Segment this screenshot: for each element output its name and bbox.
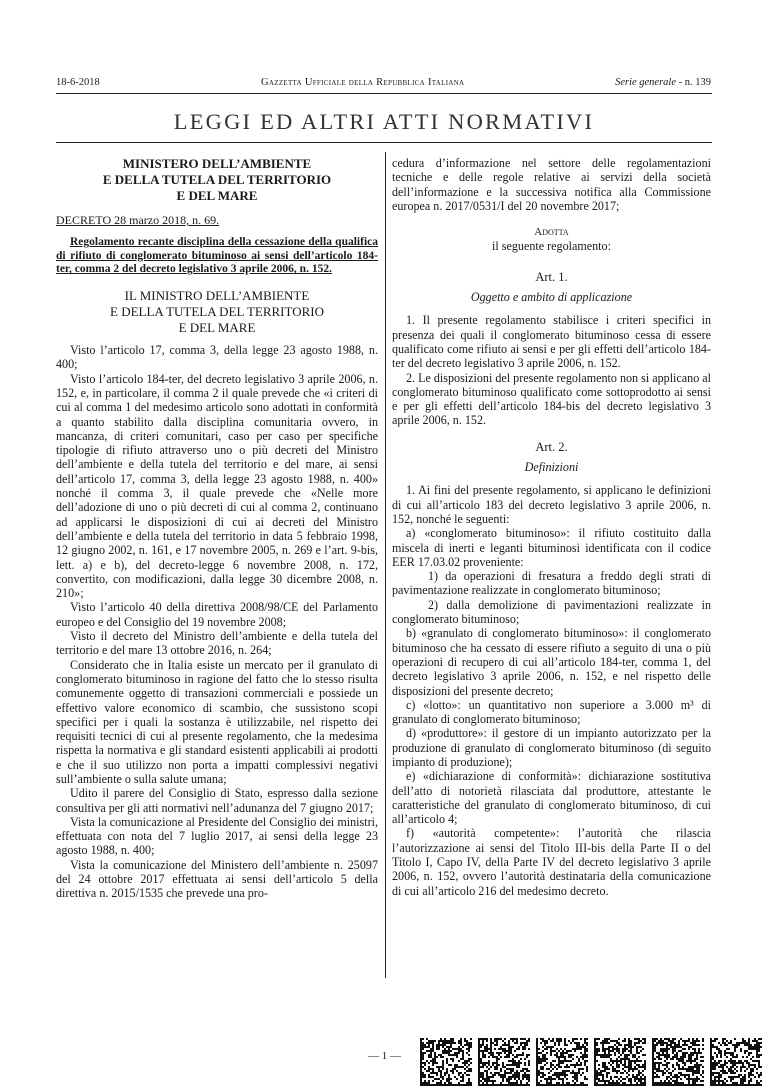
preamble-paragraph: Considerato che in Italia esiste un mercato per il granulato di conglomerato bituminoso in ragione del fatto che lo stesso risulta comunemente oggetto di transazioni commerciali e possiede un effettivo valore economico di scambio, che sussistono scopi specifici per i quali la sostanza è utilizzabile, nel rispetto dei requisiti tecnici di cui al presente regolamento, che la medesima rispetta la normativa e gli standard esistenti applicabili ai prodotti e che il suo utilizzo non porta a impatti complessivi negativi sull’ambiente o sulla salute umana;	[56, 657, 378, 786]
ministry-line: E DELLA TUTELA DEL TERRITORIO	[102, 172, 332, 187]
definition-item: a) «conglomerato bituminoso»: il rifiuto costituito dalla miscela di inerti e leganti bituminosi identificata con il codice EER 17.03.02 proveniente:	[392, 526, 711, 569]
minister-line: E DEL MARE	[178, 320, 256, 336]
left-column	[56, 156, 378, 901]
adopts-subheading: il seguente regolamento:	[492, 239, 611, 254]
adopts-heading: Adotta	[534, 226, 569, 239]
article-1-paragraph: 1. Il presente regolamento stabilisce i criteri specifici in presenza dei quali il conglomerato bituminoso cessa di essere qualificato come rifiuto ai sensi e per gli effetti dell’articolo 184-ter del decreto legislativo 3 aprile 2006, n. 152.	[392, 313, 711, 371]
minister-line: IL MINISTRO DELL’AMBIENTE	[124, 288, 310, 304]
definition-item: b) «granulato di conglomerato bituminoso»: il conglomerato bituminoso che ha cessato di essere rifiuto a seguito di una o più operazioni di recupero di cui all’articolo 184-ter, comma 1, del decreto legislativo 3 aprile 2006, n. 152, e nel rispetto delle disposizioni del presente decreto;	[392, 626, 711, 698]
header-serie-label: Serie generale	[615, 77, 676, 88]
datamatrix-barcode	[418, 1037, 766, 1087]
decree-title: DECRETO 28 marzo 2018, n. 69.	[56, 213, 220, 227]
minister-line: E DELLA TUTELA DEL TERRITORIO	[110, 304, 324, 320]
ministry-heading	[56, 156, 378, 204]
page-header	[56, 77, 711, 91]
definition-subitem: 2) dalla demolizione di pavimentazioni realizzate in conglomerato bituminoso;	[392, 597, 711, 627]
preamble-paragraph: Visto l’articolo 184-ter, del decreto legislativo 3 aprile 2006, n. 152, e, in particolare, il comma 2 il quale prevede che «i criteri di cui al comma 1 del medesimo articolo sono adottati in conformità a quanto stabilito dalla disciplina comunitaria ovvero, in mancanza, di criteri comunitari, caso per caso per specifiche tipologie di rifiuto attraverso uno o più decreti del Ministro dell’ambiente e della tutela del territorio e del mare, ai sensi dell’articolo 17, comma 3, della legge 23 agosto 1988, n. 400» nonché il comma 3, il quale prevede che «Nelle more dell’adozione di uno o più decreti di cui al comma 2, continuano ad applicarsi le disposizioni di cui ai decreti del Ministro dell’ambiente e della tutela del territorio in data 5 febbraio 1998, 12 giugno 2002, n. 161, e 17 novembre 2005, n. 269 e l’art. 9-bis, lett. a) e b), del decreto-legge 6 novembre 2008, n. 172, convertito, con modificazioni, dalla legge 30 dicembre 2008, n. 210»;	[56, 371, 378, 601]
regulation-title: Regolamento recante disciplina della cessazione della qualifica di rifiuto di conglomerato bituminoso ai sensi dell’articolo 184-ter, comma 2 del decreto legislativo 3 aprile 2006, n. 152.	[56, 236, 378, 276]
header-serie-number: - n. 139	[678, 77, 711, 88]
column-separator	[385, 152, 386, 978]
preamble-paragraph: Visto l’articolo 40 della direttiva 2008/98/CE del Parlamento europeo e del Consiglio del 19 novembre 2008;	[56, 600, 378, 629]
header-gazzetta-title: Gazzetta Ufficiale della Repubblica Italiana	[261, 77, 465, 88]
ministry-line: E DEL MARE	[176, 188, 258, 203]
preamble-paragraph: Vista la comunicazione del Ministero dell’ambiente n. 25097 del 24 ottobre 2017 effettuata ai sensi dell’articolo 5 della direttiva n. 2015/1535 che prevede una pro-	[56, 857, 378, 901]
definition-item: e) «dichiarazione di conformità»: dichiarazione sostitutiva dell’atto di notorietà rilasciata dal produttore, attestante le caratteristiche del granulato di conglomerato bituminoso, di cui all’articolo 4;	[392, 769, 711, 827]
article-2-heading: Art. 2.	[535, 439, 568, 454]
continued-paragraph: cedura d’informazione nel settore delle regolamentazioni tecniche e delle regole relative ai servizi della società dell’informazione e la successiva notifica alla Commissione europea n. 2017/0531/I del 20 novembre 2017;	[392, 156, 711, 213]
section-title: LEGGI ED ALTRI ATTI NORMATIVI	[173, 109, 595, 134]
article-2-paragraph: 1. Ai fini del presente regolamento, si applicano le definizioni di cui all’articolo 183 del decreto legislativo 3 aprile 2006, n. 152, nonché le seguenti:	[392, 483, 711, 526]
article-1-title: Oggetto e ambito di applicazione	[470, 290, 633, 305]
preamble-paragraph: Visto il decreto del Ministro dell’ambiente e della tutela del territorio e del mare 13 ottobre 2016, n. 264;	[56, 629, 378, 658]
definition-item: c) «lotto»: un quantitativo non superiore a 3.000 m³ di granulato di conglomerato bituminoso;	[392, 697, 711, 727]
article-2-title: Definizioni	[524, 460, 579, 475]
header-date: 18-6-2018	[56, 77, 100, 88]
header-rule	[56, 93, 712, 94]
article-1-paragraph: 2. Le disposizioni del presente regolamento non si applicano al conglomerato bituminoso qualificato come sottoprodotto ai sensi e per gli effetti dell’articolo 184-bis del decreto legislativo 3 aprile 2006, n. 152.	[392, 370, 711, 428]
preamble-paragraph: Udito il parere del Consiglio di Stato, espresso dalla sezione consultiva per gli atti normativi nell’adunanza del 7 giugno 2017;	[56, 786, 378, 815]
section-rule	[56, 142, 712, 143]
definition-item: d) «produttore»: il gestore di un impianto autorizzato per la produzione di granulato di conglomerato bituminoso (di seguito impianto di produzione);	[392, 726, 711, 769]
article-1-heading: Art. 1.	[535, 269, 568, 284]
preamble-paragraph: Vista la comunicazione al Presidente del Consiglio dei ministri, effettuata con nota del 7 luglio 2017, ai sensi della legge 23 agosto 1988, n. 400;	[56, 814, 378, 858]
definition-item: f) «autorità competente»: l’autorità che rilascia l’autorizzazione ai sensi del Titolo III-bis della Parte II o del Titolo I, Capo IV, della Parte IV del decreto legislativo 3 aprile 2006, n. 152, ovvero l’autorità destinataria della comunicazione di cui all’articolo 216 del medesimo decreto.	[392, 826, 711, 898]
header-serie	[615, 77, 711, 88]
ministry-line: MINISTERO DELL’AMBIENTE	[122, 156, 312, 171]
definition-subitem: 1) da operazioni di fresatura a freddo degli strati di pavimentazione realizzate in conglomerato bituminoso;	[392, 569, 711, 598]
right-column	[392, 156, 711, 898]
minister-heading	[56, 288, 378, 336]
preamble-paragraph: Visto l’articolo 17, comma 3, della legge 23 agosto 1988, n. 400;	[56, 343, 378, 372]
page-number: — 1 —	[368, 1050, 401, 1062]
